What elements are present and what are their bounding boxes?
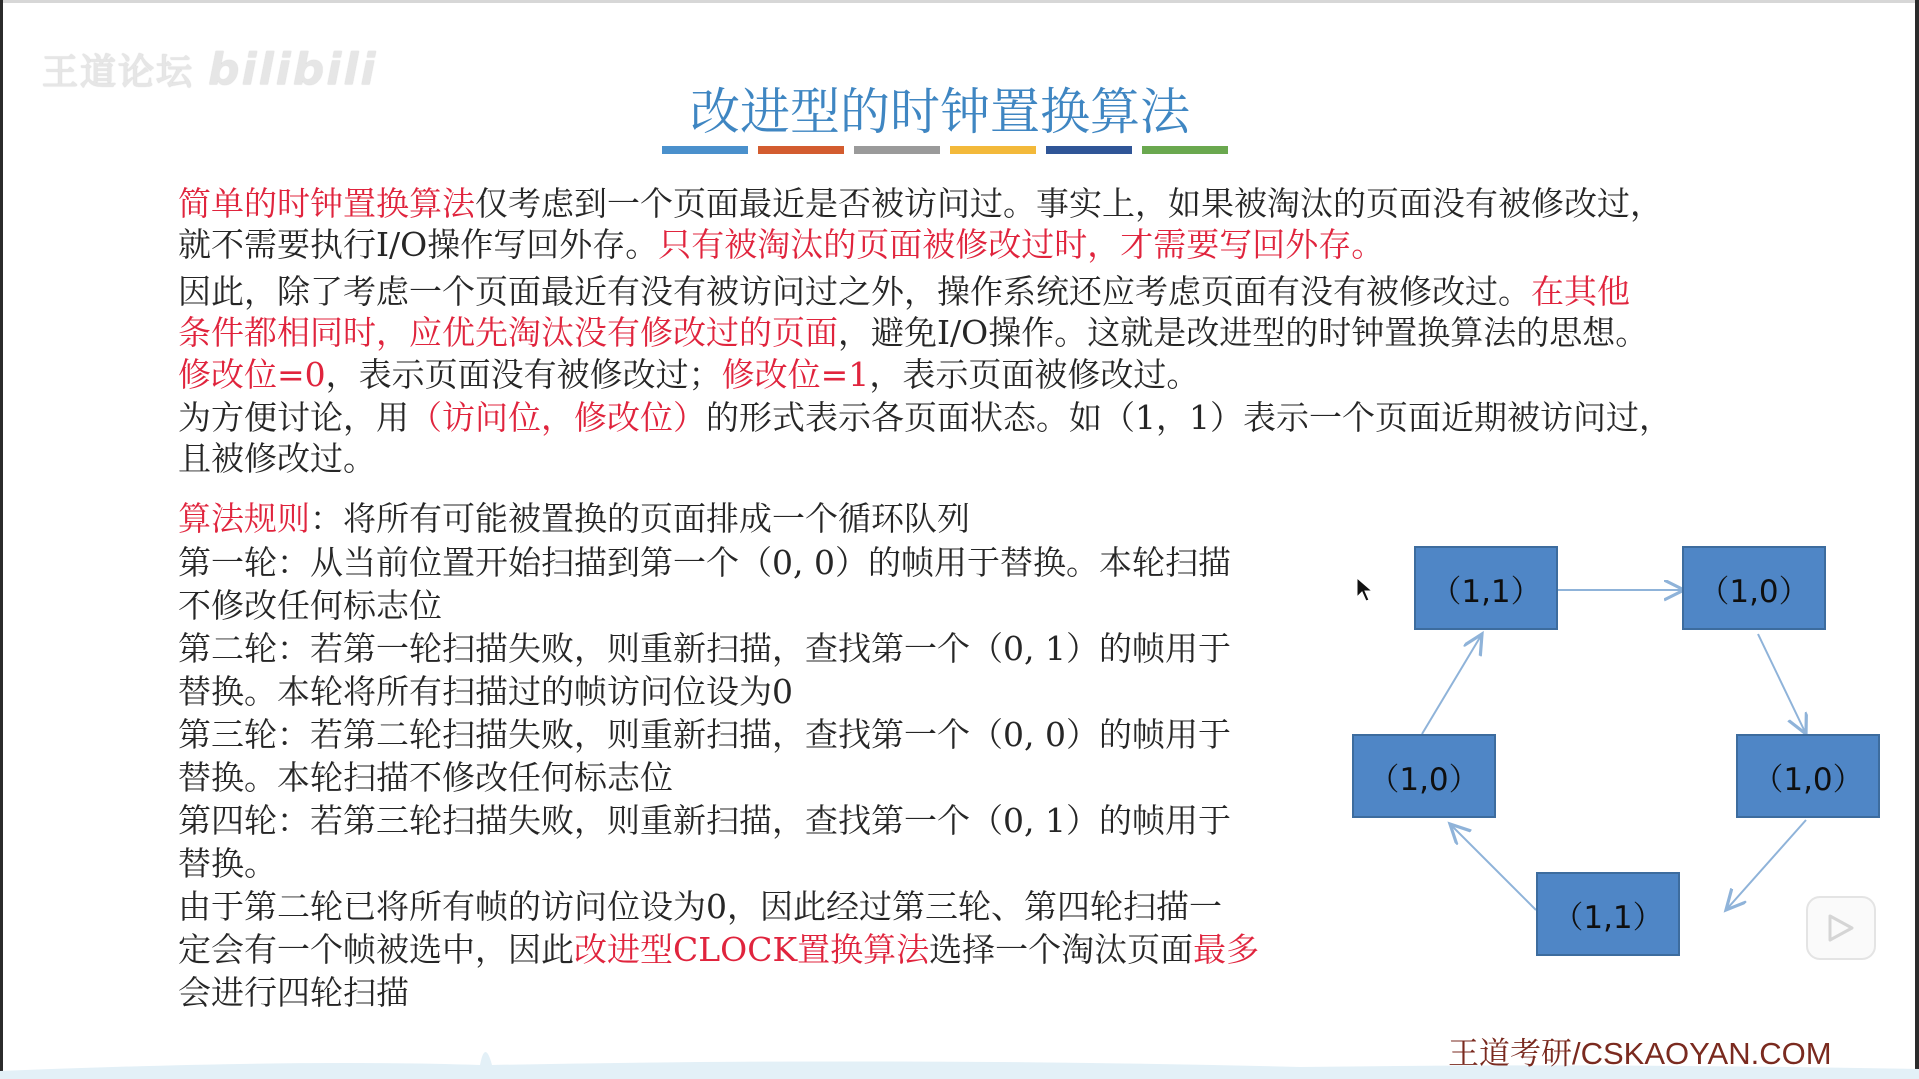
text: 定会有一个帧被选中，因此 [178,930,574,969]
text: 为方便讨论，用 [178,398,409,437]
paragraph-notation [178,397,1778,479]
text: 就不需要执行I/O操作写回外存。 [178,225,659,264]
text: ，表示页面没有被修改过； [325,355,722,394]
text-highlight: 修改位=0 [178,355,326,394]
frame-node: （1,0） [1682,546,1826,630]
rule-conclusion [178,928,1328,971]
text: ，表示页面被修改过。 [869,355,1200,394]
arrow [1422,634,1482,734]
window-top-border [0,0,1919,3]
rule-line: 第四轮：若第三轮扫描失败，则重新扫描，查找第一个（0, 1）的帧用于 [178,801,1231,840]
title-bar-segment [662,146,748,154]
paragraph-improved-idea [178,271,1778,353]
title-bar-segment [854,146,940,154]
text-highlight: 只有被淘汰的页面被修改过时，才需要写回外存。 [658,225,1385,264]
slide-title: 改进型的时钟置换算法 [690,83,1190,141]
rule-line: 不修改任何标志位 [178,586,442,625]
rule-line: 第三轮：若第二轮扫描失败，则重新扫描，查找第一个（0, 0）的帧用于 [178,715,1231,754]
text-highlight: 简单的时钟置换算法 [178,184,475,223]
title-bar-segment [1142,146,1228,154]
text-highlight: （访问位，修改位） [409,398,706,437]
text: 且被修改过。 [178,439,376,478]
text: ，避免I/O操作。这就是改进型的时钟置换算法的思想。 [838,313,1649,352]
frame-node: （1,1） [1536,872,1680,956]
text-highlight: 条件都相同时，应优先淘汰没有修改过的页面 [178,313,838,352]
paragraph-simple-clock [178,183,1778,265]
rule-line: 替换。本轮扫描不修改任何标志位 [178,758,673,797]
text: 选择一个淘汰页面 [929,930,1194,969]
text: ：将所有可能被置换的页面排成一个循环队列 [310,499,970,538]
frame-node: （1,0） [1736,734,1880,818]
rule-line: 第一轮：从当前位置开始扫描到第一个（0, 0）的帧用于替换。本轮扫描 [178,543,1231,582]
paragraph-modify-bit [178,354,1778,395]
text: 的形式表示各页面状态。如（1，1）表示一个页面近期被访问过， [706,398,1672,437]
play-icon [1828,914,1854,942]
text-highlight: 改进型CLOCK置换算法 [574,930,930,969]
rule-line: 替换。本轮将所有扫描过的帧访问位设为0 [178,672,793,711]
text-highlight: 修改位=1 [721,355,870,394]
rules-heading-label: 算法规则 [178,499,310,538]
bilibili-logo: bilibili [208,44,378,95]
text-highlight: 最多 [1193,930,1260,969]
title-bar-segment [950,146,1036,154]
watermark-text: 王道论坛 [42,52,195,93]
title-bar-segment [1046,146,1132,154]
text-highlight: 在其他 [1531,272,1630,311]
rule-line: 第二轮：若第一轮扫描失败，则重新扫描，查找第一个（0, 1）的帧用于 [178,629,1231,668]
text: 仅考虑到一个页面最近是否被访问过。事实上，如果被淘汰的页面没有被修改过， [475,184,1663,223]
frame-node: （1,1） [1414,546,1558,630]
window-right-border [1915,0,1919,1079]
arrow [1450,824,1536,910]
rule-line: 替换。 [178,844,277,883]
rule-line: 会进行四轮扫描 [178,973,409,1012]
frame-node: （1,0） [1352,734,1496,818]
title-underline-bar [662,146,1228,154]
play-button[interactable] [1806,896,1876,960]
footer-brand: 王道考研/CSKAOYAN.COM [1448,1036,1832,1071]
arrow [1726,820,1806,910]
rules-heading [178,497,1328,540]
rule-line: 由于第二轮已将所有帧的访问位设为0，因此经过第三轮、第四轮扫描一 [178,887,1222,926]
arrow [1758,634,1806,734]
text: 因此，除了考虑一个页面最近有没有被访问过之外，操作系统还应考虑页面有没有被修改过。 [178,272,1531,311]
mouse-cursor-icon [1356,577,1374,603]
window-left-border [0,0,3,1079]
title-bar-segment [758,146,844,154]
